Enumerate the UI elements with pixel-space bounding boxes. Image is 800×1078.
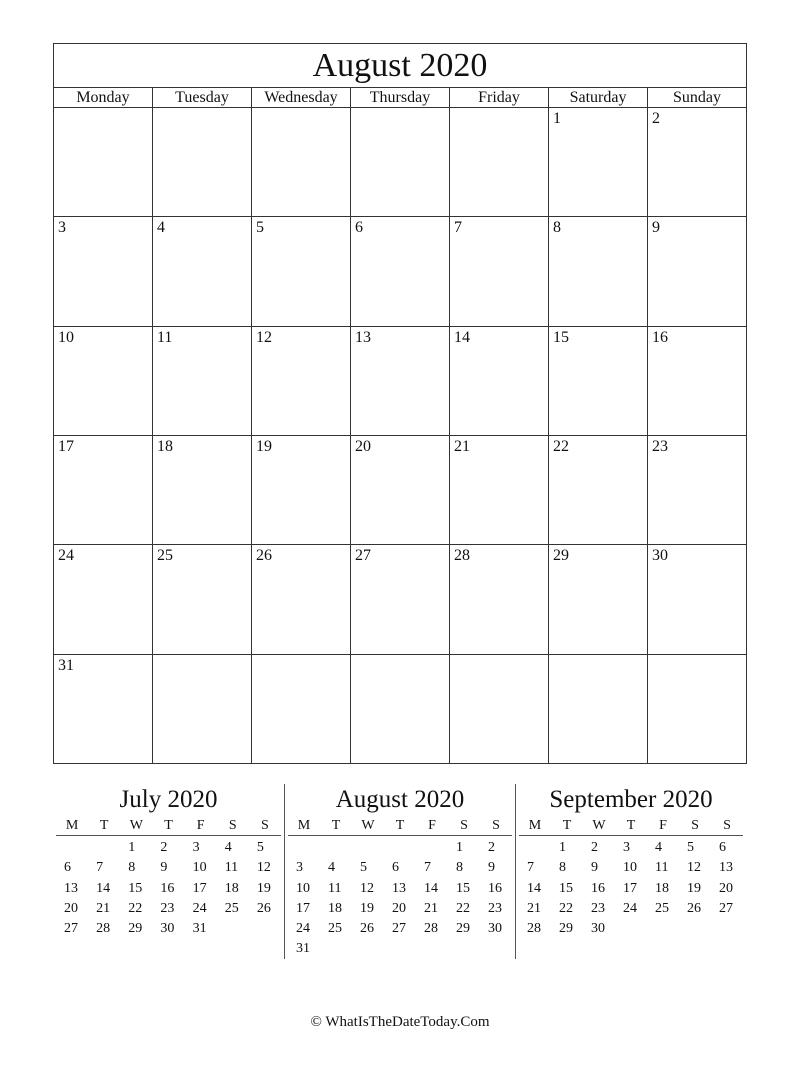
- mini-day-cell: [647, 919, 679, 939]
- mini-day-cell: 11: [655, 860, 669, 876]
- mini-weekday-header-row: [519, 816, 743, 836]
- mini-weekday-header: T: [395, 818, 405, 833]
- mini-day-cell: 25: [328, 921, 342, 937]
- mini-day-cell: 13: [719, 860, 733, 876]
- day-cell: 20: [351, 436, 450, 544]
- mini-day-cell: 24: [623, 900, 637, 916]
- mini-weekday-header: M: [528, 818, 542, 833]
- mini-day-cell: 17: [296, 900, 310, 916]
- mini-day-cell: 4: [328, 860, 335, 876]
- mini-day-cell: 16: [160, 880, 175, 896]
- mini-day-cell: 18: [655, 880, 669, 896]
- mini-day-cell: 19: [687, 880, 701, 896]
- mini-day-cell: 20: [64, 900, 78, 916]
- mini-day-cell: 20: [392, 900, 406, 916]
- mini-day-cell: 2: [160, 840, 168, 855]
- day-cell: 29: [549, 545, 648, 653]
- mini-day-cell: 19: [360, 900, 374, 916]
- mini-day-cell: 10: [623, 860, 637, 876]
- mini-day-cell: [352, 838, 384, 858]
- mini-weekday-header: F: [659, 818, 667, 833]
- day-cell: 27: [351, 545, 450, 653]
- calendar-week-row: [54, 217, 746, 326]
- mini-weekday-header: S: [691, 818, 699, 833]
- weekday-header: Sunday: [673, 89, 721, 106]
- day-cell: 14: [450, 327, 549, 435]
- mini-weekday-header: S: [723, 818, 731, 833]
- mini-day-cell: [384, 939, 416, 959]
- mini-day-cell: [288, 838, 320, 858]
- day-cell: 11: [153, 327, 252, 435]
- day-cell: 9: [652, 219, 660, 237]
- mini-day-cell: 30: [160, 921, 175, 937]
- mini-day-cell: 11: [328, 880, 342, 896]
- mini-day-cell: 25: [224, 900, 239, 916]
- mini-day-cell: 10: [296, 880, 310, 896]
- day-cell: 28: [450, 545, 549, 653]
- day-cell: [54, 108, 153, 216]
- mini-calendar: [515, 784, 746, 959]
- weekday-header: Saturday: [549, 88, 648, 107]
- day-cell: [351, 108, 450, 216]
- mini-day-cell: 28: [96, 921, 111, 937]
- mini-day-cell: 10: [192, 860, 207, 876]
- day-cell: 23: [652, 437, 668, 455]
- day-cell: [450, 655, 549, 763]
- mini-day-cell: 1: [456, 840, 463, 855]
- mini-weekday-header: T: [331, 818, 341, 833]
- mini-weekday-header: S: [228, 818, 237, 833]
- mini-day-cell: 30: [591, 921, 605, 937]
- mini-day-cell: [352, 939, 384, 959]
- mini-day-cell: 6: [64, 860, 71, 876]
- mini-day-cell: 2: [591, 840, 598, 855]
- mini-day-cell: 12: [256, 860, 271, 876]
- day-cell: [153, 108, 252, 216]
- mini-day-cell: 14: [96, 880, 111, 896]
- weekday-header: Friday: [450, 88, 549, 107]
- day-cell: 17: [54, 436, 153, 544]
- day-cell: 18: [153, 436, 252, 544]
- mini-day-cell: [416, 939, 448, 959]
- mini-day-cell: 5: [360, 860, 367, 876]
- mini-day-cell: 4: [655, 840, 662, 855]
- mini-day-cell: 17: [192, 880, 207, 896]
- day-cell: 22: [549, 436, 648, 544]
- mini-day-cell: 8: [559, 860, 566, 876]
- calendar-title: August 2020: [54, 44, 746, 88]
- day-cell: 21: [450, 436, 549, 544]
- calendar-week-row: [54, 436, 746, 545]
- mini-day-cell: 14: [424, 880, 438, 896]
- calendar-weeks: [54, 108, 746, 763]
- mini-weekday-header: M: [65, 818, 79, 833]
- mini-weekday-header: M: [297, 818, 311, 833]
- mini-weekday-header: S: [460, 818, 468, 833]
- mini-day-cell: [416, 838, 448, 858]
- mini-day-grid: [288, 838, 512, 960]
- mini-weekday-header: T: [99, 818, 109, 833]
- mini-calendar: [284, 784, 515, 959]
- day-cell: 8: [549, 217, 648, 325]
- mini-day-cell: [679, 919, 711, 939]
- mini-day-cell: 3: [192, 840, 200, 855]
- footer-copyright: © WhatIsTheDateToday.Com: [310, 1014, 490, 1030]
- day-cell: 30: [652, 547, 668, 565]
- mini-day-cell: 28: [527, 921, 541, 937]
- day-cell: 15: [549, 327, 648, 435]
- mini-day-grid: [519, 838, 743, 939]
- mini-day-cell: 29: [559, 921, 573, 937]
- mini-day-cell: [320, 939, 352, 959]
- day-cell: 7: [450, 217, 549, 325]
- mini-day-cell: [519, 838, 551, 858]
- weekday-header: Wednesday: [252, 88, 351, 107]
- mini-day-cell: 17: [623, 880, 637, 896]
- mini-day-cell: 18: [224, 880, 239, 896]
- mini-weekday-header: W: [592, 818, 606, 833]
- day-cell: 25: [153, 545, 252, 653]
- mini-day-cell: 23: [591, 900, 605, 916]
- mini-day-cell: 16: [591, 880, 605, 896]
- mini-day-cell: 5: [256, 840, 264, 855]
- mini-day-cell: 1: [559, 840, 566, 855]
- calendar-week-row: [54, 655, 746, 763]
- mini-day-cell: 5: [687, 840, 694, 855]
- mini-day-cell: 14: [527, 880, 541, 896]
- mini-day-cell: 13: [392, 880, 406, 896]
- day-cell: [648, 655, 746, 763]
- mini-day-cell: [448, 939, 480, 959]
- calendar-week-row: [54, 545, 746, 654]
- mini-day-cell: 4: [224, 840, 232, 855]
- mini-day-cell: 3: [296, 860, 303, 876]
- day-cell: 31: [54, 655, 153, 763]
- weekday-header: Thursday: [351, 88, 450, 107]
- mini-day-cell: 9: [488, 860, 495, 876]
- mini-day-cell: [88, 838, 120, 858]
- mini-day-cell: 8: [456, 860, 463, 876]
- day-cell: 5: [252, 217, 351, 325]
- day-cell: 6: [351, 217, 450, 325]
- mini-day-cell: [56, 838, 88, 858]
- mini-day-cell: 18: [328, 900, 342, 916]
- mini-day-cell: 22: [128, 900, 143, 916]
- mini-day-cell: 9: [591, 860, 598, 876]
- mini-weekday-header: T: [626, 818, 636, 833]
- mini-day-cell: 27: [719, 900, 733, 916]
- mini-day-cell: 6: [392, 860, 399, 876]
- day-cell: 1: [549, 108, 648, 216]
- mini-day-cell: 27: [64, 921, 78, 937]
- mini-day-cell: [384, 838, 416, 858]
- mini-weekday-header-row: [56, 816, 281, 836]
- mini-day-cell: 30: [488, 921, 502, 937]
- day-cell: [351, 655, 450, 763]
- mini-day-cell: 15: [456, 880, 470, 896]
- weekday-header: Monday: [54, 88, 153, 107]
- mini-day-cell: 22: [456, 900, 470, 916]
- day-cell: [450, 108, 549, 216]
- mini-day-cell: [320, 838, 352, 858]
- mini-day-cell: 6: [719, 840, 726, 855]
- mini-day-cell: 9: [160, 860, 168, 876]
- mini-day-cell: 16: [488, 880, 502, 896]
- mini-day-cell: [217, 919, 249, 939]
- mini-day-cell: 1: [128, 840, 136, 855]
- mini-day-cell: 24: [192, 900, 207, 916]
- mini-calendar: [53, 784, 284, 959]
- mini-day-cell: 29: [456, 921, 470, 937]
- mini-day-cell: 26: [687, 900, 701, 916]
- mini-day-cell: 12: [360, 880, 374, 896]
- mini-day-cell: 19: [256, 880, 271, 896]
- mini-calendar-title: September 2020: [549, 786, 713, 813]
- day-cell: [252, 108, 351, 216]
- mini-day-cell: 24: [296, 921, 310, 937]
- mini-day-cell: 27: [392, 921, 406, 937]
- mini-day-cell: [711, 919, 743, 939]
- mini-calendar-title: July 2020: [119, 786, 218, 813]
- mini-day-cell: 15: [559, 880, 573, 896]
- mini-day-cell: 15: [128, 880, 143, 896]
- day-cell: [153, 655, 252, 763]
- mini-day-cell: 26: [256, 900, 271, 916]
- day-cell: 16: [652, 328, 668, 346]
- day-cell: [549, 655, 648, 763]
- mini-weekday-header: T: [562, 818, 572, 833]
- mini-day-grid: [56, 838, 281, 939]
- mini-day-cell: 22: [559, 900, 573, 916]
- day-cell: 4: [153, 217, 252, 325]
- calendar-week-row: [54, 327, 746, 436]
- mini-weekday-header: S: [492, 818, 500, 833]
- mini-day-cell: 21: [424, 900, 438, 916]
- mini-weekday-header: W: [361, 818, 375, 833]
- mini-day-cell: 31: [296, 941, 310, 957]
- weekday-header: Tuesday: [153, 88, 252, 107]
- mini-weekday-header: S: [261, 818, 269, 833]
- mini-day-cell: [615, 919, 647, 939]
- main-calendar: [53, 43, 747, 764]
- mini-day-cell: 7: [424, 860, 431, 876]
- mini-weekday-header: F: [196, 818, 205, 833]
- mini-day-cell: 26: [360, 921, 374, 937]
- mini-day-cell: 2: [488, 840, 495, 855]
- mini-weekday-header: F: [428, 818, 436, 833]
- mini-day-cell: 29: [128, 921, 143, 937]
- mini-day-cell: 8: [128, 860, 136, 876]
- mini-day-cell: 28: [424, 921, 438, 937]
- weekday-header-row: [54, 88, 746, 108]
- mini-day-cell: [249, 919, 281, 939]
- mini-day-cell: 23: [488, 900, 502, 916]
- mini-day-cell: 25: [655, 900, 669, 916]
- day-cell: 19: [252, 436, 351, 544]
- mini-day-cell: 12: [687, 860, 701, 876]
- day-cell: 3: [54, 217, 153, 325]
- mini-day-cell: 21: [96, 900, 111, 916]
- day-cell: 26: [252, 545, 351, 653]
- day-cell: 12: [252, 327, 351, 435]
- day-cell: 24: [54, 545, 153, 653]
- mini-day-cell: 11: [224, 860, 239, 876]
- calendar-week-row: [54, 108, 746, 217]
- day-cell: [252, 655, 351, 763]
- mini-day-cell: 7: [96, 860, 104, 876]
- mini-day-cell: 21: [527, 900, 541, 916]
- mini-calendar-title: August 2020: [335, 786, 465, 813]
- mini-day-cell: 3: [623, 840, 630, 855]
- mini-day-cell: 20: [719, 880, 733, 896]
- mini-calendars: [53, 784, 747, 959]
- mini-day-cell: 13: [64, 880, 78, 896]
- day-cell: 2: [652, 110, 660, 127]
- mini-weekday-header-row: [288, 816, 512, 836]
- mini-weekday-header: T: [164, 818, 173, 833]
- mini-day-cell: 31: [192, 921, 207, 937]
- mini-day-cell: 7: [527, 860, 534, 876]
- mini-weekday-header: W: [129, 818, 143, 833]
- day-cell: 13: [351, 327, 450, 435]
- mini-day-cell: [480, 939, 512, 959]
- mini-day-cell: 23: [160, 900, 175, 916]
- day-cell: 10: [54, 327, 153, 435]
